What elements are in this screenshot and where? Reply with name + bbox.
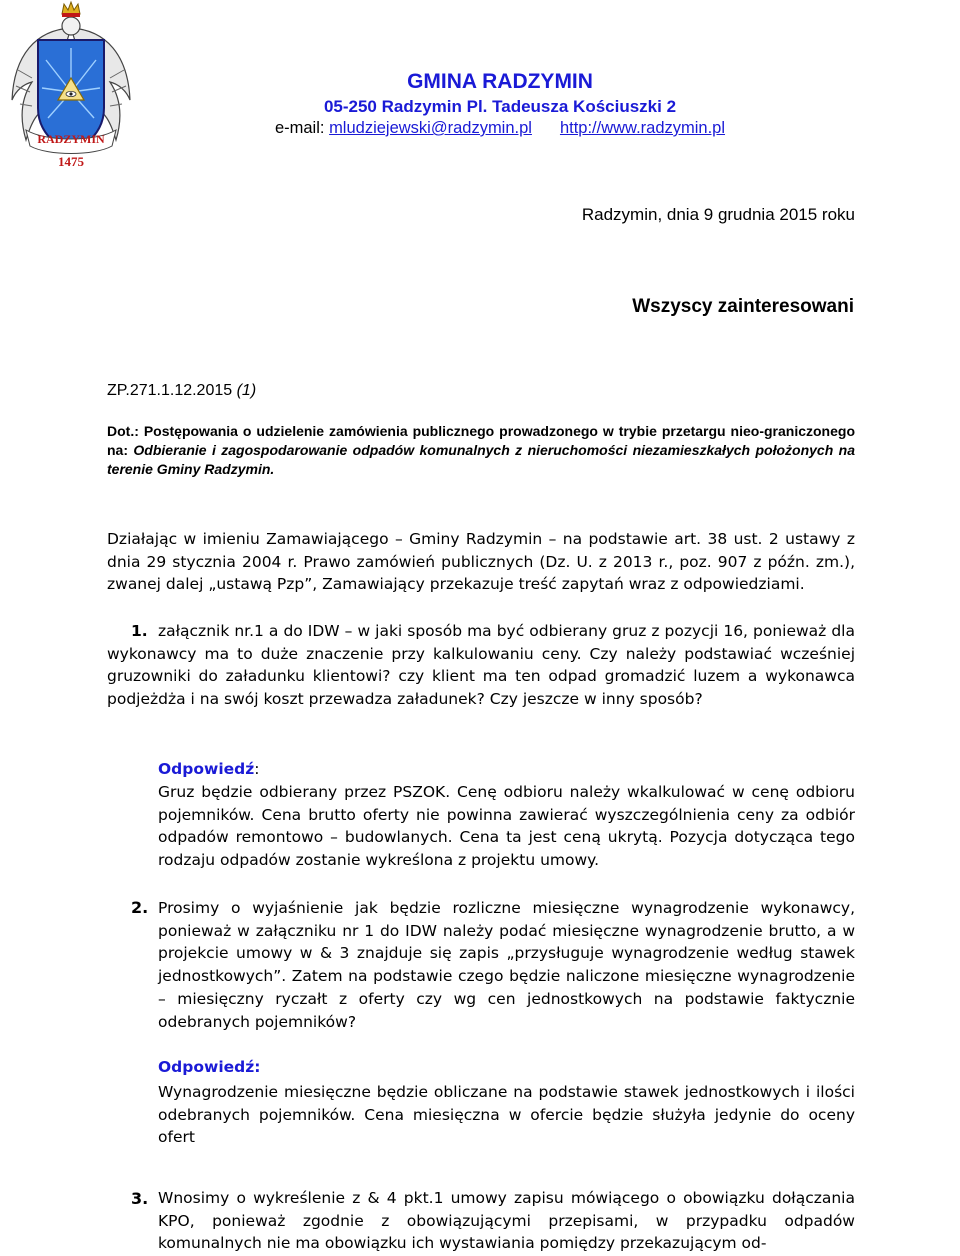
contact-line xyxy=(200,119,800,138)
question-1 xyxy=(107,620,855,711)
reference-number-value: ZP.271.1.12.2015 xyxy=(107,382,237,399)
question-1-text: załącznik nr.1 a do IDW – w jaki sposób ma być odbierany gruz z pozycji 16, ponieważ dla wykonawcy ma to duże znaczenie przy kalkulowaniu ceny. Czy należy podstawiać wcześniej gruzowniki do załadunku klientowi? czy klient ma ten odpad gromadzić luzem a wykonawca podjeżdża i na swój koszt przewadza załadunek? Czy jeszcze w inny sposób? xyxy=(107,622,855,709)
intro-paragraph: Działając w imieniu Zamawiającego – Gminy Radzymin – na podstawie art. 38 ust. 2 ustawy z dnia 29 stycznia 2004 r. Prawo zamówień publicznych (Dz. U. z 2013 r., poz. 907 z późn. zm.), zwanej dalej „ustawą Pzp”, Zamawiający przekazuje treść zapytań wraz z odpowiedziami. xyxy=(107,530,855,594)
reference-number xyxy=(107,382,256,400)
answer-1-label-text: Odpowiedź xyxy=(158,760,255,778)
answer-1-colon: : xyxy=(254,760,260,778)
question-2-text: Prosimy o wyjaśnienie jak będzie rozliczne miesięczne wynagrodzenie wykonawcy, ponieważ w załączniku nr 1 do IDW należy podać miesięczne wynagrodzenie brutto, a w projekcie umowy w & 3 znajduje się zapis „przysługuje wynagrodzenie według stawek jednostkowych”. Zatem na podstawie czego będzie naliczone miesięczne wynagrodzenie – miesięczny ryczałt z oferty czy wg cen jednostkowych na podstawie faktycznie odebranych pojemników? xyxy=(158,899,855,1031)
answer-2-text: Wynagrodzenie miesięczne będzie obliczane na podstawie stawek jednostkowych i ilości odebranych pojemników. Cena miesięczna w ofercie będzie służyła jedynie do oceny ofert xyxy=(158,1083,855,1147)
municipality-name: GMINA RADZYMIN xyxy=(407,70,593,93)
subject-title: Odbieranie i zagospodarowanie odpadów komunalnych z nieruchomości niezamieszkałych położonych na terenie Gminy Radzymin. xyxy=(107,442,855,477)
reference-suffix: (1) xyxy=(236,382,257,399)
subject-text: : Postępowania o udzielenie zamówienia publicznego prowadzonego w trybie przetargu nieo-graniczonego na: xyxy=(107,423,855,458)
gmina-crest-logo xyxy=(6,0,136,175)
answer-1-text: Gruz będzie odbierany przez PSZOK. Cenę odbioru należy wkalkulować w cenę odbioru pojemników. Cena brutto oferty nie powinna zawierać wyszczególnienia ceny za odbiór odpadów remontowo – budowlanych. Cena ta jest ceną ukrytą. Pozycja dotycząca tego rodzaju odpadów zostanie wykreślona z projektu umowy. xyxy=(158,783,855,870)
item-number-1: 1. xyxy=(131,622,148,640)
svg-text:RADZYMIN: RADZYMIN xyxy=(37,132,105,146)
question-3-text: Wnosimy o wykreślenie z & 4 pkt.1 umowy zapisu mówiącego o obowiązku dołączania KPO, ponieważ zgodnie z obowiązującymi przepisami, w przypadku odpadów komunalnych nie ma obowiązku ich wystawiania pomiędzy przekazującym od- xyxy=(158,1189,855,1253)
item-number-2: 2. xyxy=(131,898,149,917)
date-line: Radzymin, dnia 9 grudnia 2015 roku xyxy=(581,205,855,224)
item-number-3: 3. xyxy=(131,1189,149,1208)
email-link[interactable]: mludziejewski@radzymin.pl xyxy=(329,119,532,137)
subject-label: Dot. xyxy=(107,423,135,439)
subject xyxy=(107,422,855,479)
svg-text:1475: 1475 xyxy=(58,154,84,169)
recipient: Wszyscy zainteresowani xyxy=(632,296,854,317)
municipality-address: 05-250 Radzymin Pl. Tadeusza Kościuszki 2 xyxy=(323,97,677,116)
answer-2-label: Odpowiedź: xyxy=(158,1058,261,1076)
email-prefix: e-mail: xyxy=(274,119,330,137)
website-link[interactable]: http://www.radzymin.pl xyxy=(559,119,726,137)
answer-1-label xyxy=(158,760,260,778)
